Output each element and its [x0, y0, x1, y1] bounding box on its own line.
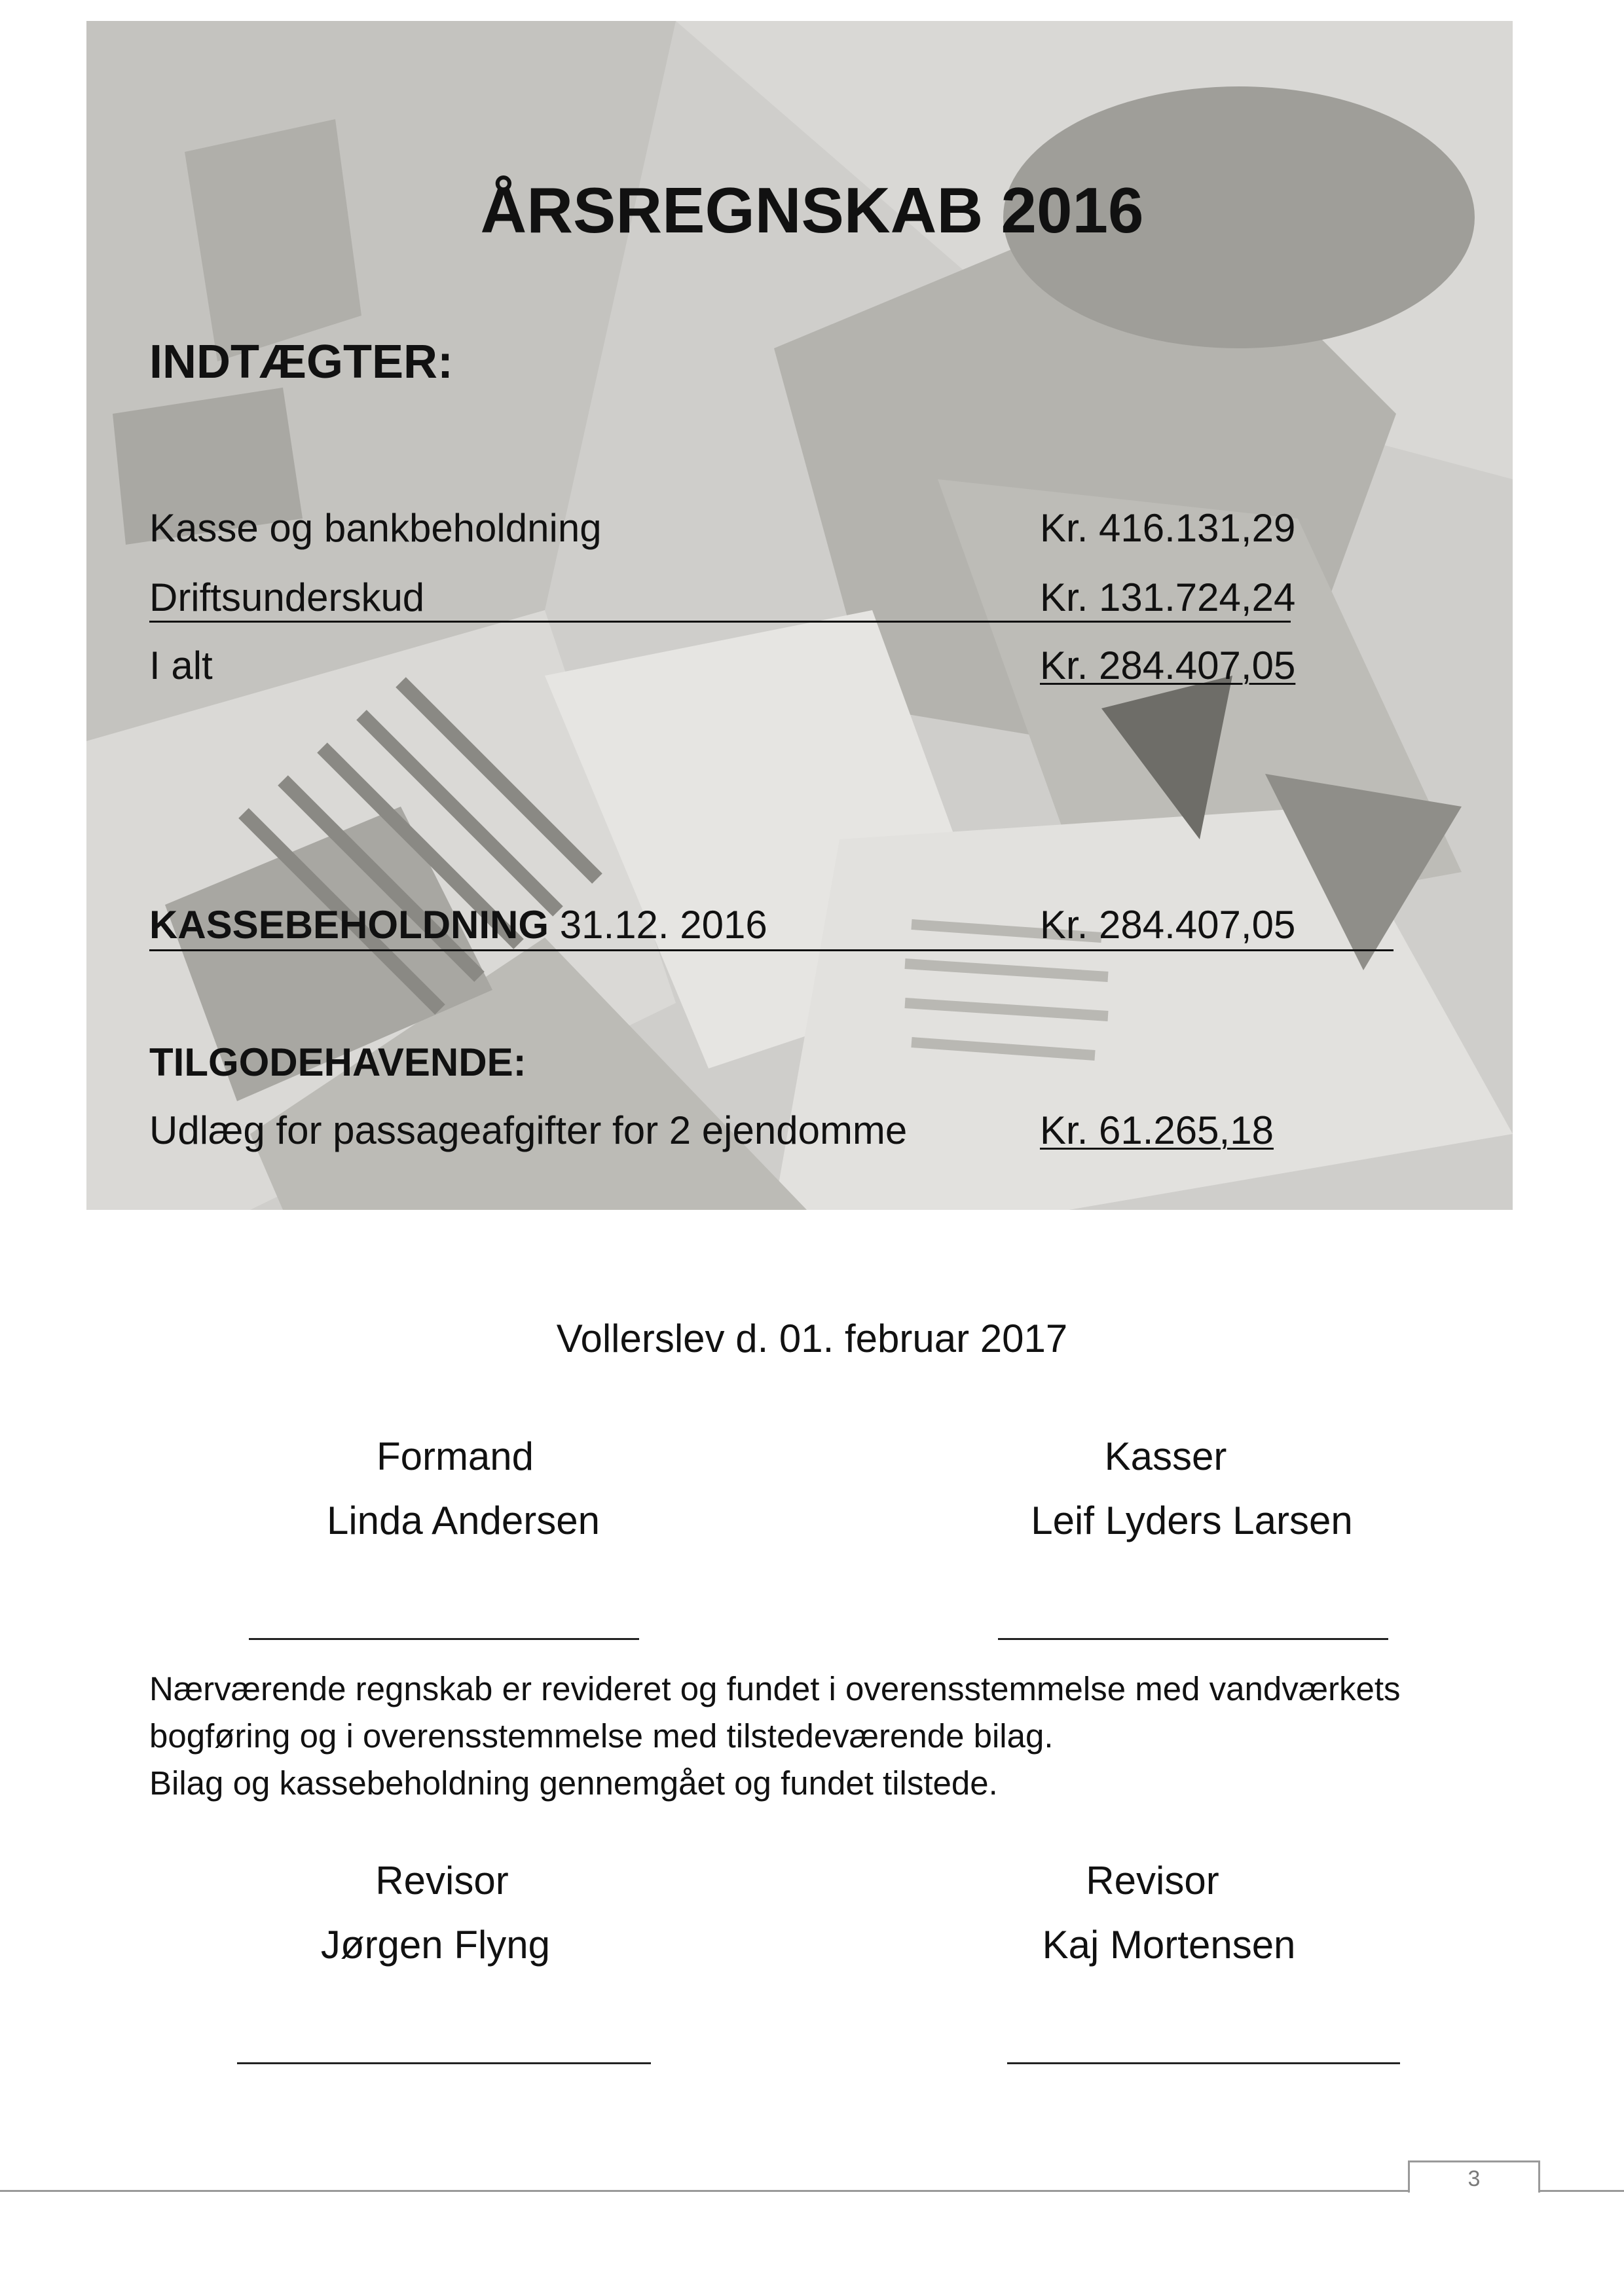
auditor-name: Kaj Mortensen	[1042, 1923, 1296, 1967]
signature-line	[998, 1638, 1388, 1640]
footer-rule-right	[1536, 2190, 1624, 2192]
receivables-amount: Kr. 61.265,18	[1040, 1108, 1274, 1152]
signer-name: Leif Lyders Larsen	[1031, 1499, 1353, 1542]
income-total-amount: Kr. 284.407,05	[1040, 644, 1296, 687]
cash-holding-date: 31.12. 2016	[559, 903, 767, 947]
income-row-label: Driftsunderskud	[149, 575, 425, 619]
audit-note-line: Nærværende regnskab er revideret og fundet i overensstemmelse med vandværkets	[149, 1670, 1401, 1707]
auditor-role: Revisor	[1086, 1859, 1219, 1903]
subtotal-rule	[149, 621, 1291, 623]
cash-holding-label	[149, 902, 767, 947]
income-row-amount: Kr. 131.724,24	[1040, 575, 1296, 619]
cash-holding-label-bold: KASSEBEHOLDNING	[149, 903, 549, 947]
income-row-amount: Kr. 416.131,29	[1040, 506, 1296, 550]
audit-note-line: bogføring og i overensstemmelse med tilstedeværende bilag.	[149, 1717, 1054, 1755]
page-number: 3	[1408, 2160, 1540, 2193]
place-date: Vollerslev d. 01. februar 2017	[556, 1317, 1068, 1360]
signature-line	[237, 2062, 651, 2064]
income-heading: INDTÆGTER:	[149, 336, 453, 388]
auditor-name: Jørgen Flyng	[320, 1923, 551, 1967]
footer-rule-left	[0, 2190, 1410, 2192]
cash-holding-rule	[149, 949, 1393, 951]
cash-holding-amount: Kr. 284.407,05	[1040, 903, 1296, 947]
signature-line	[1007, 2062, 1400, 2064]
audit-note-line: Bilag og kassebeholdning gennemgået og fundet tilstede.	[149, 1764, 998, 1802]
document-title: ÅRSREGNSKAB 2016	[480, 174, 1144, 246]
signer-role: Formand	[376, 1434, 534, 1478]
signer-role: Kasser	[1104, 1434, 1227, 1478]
receivables-heading: TILGODEHAVENDE:	[149, 1040, 526, 1084]
receivables-label: Udlæg for passageafgifter for 2 ejendomme	[149, 1108, 908, 1152]
income-row-label: Kasse og bankbeholdning	[149, 506, 602, 550]
signer-name: Linda Andersen	[326, 1499, 600, 1542]
income-row-label: I alt	[149, 644, 213, 687]
auditor-role: Revisor	[375, 1859, 509, 1903]
signature-line	[249, 1638, 639, 1640]
